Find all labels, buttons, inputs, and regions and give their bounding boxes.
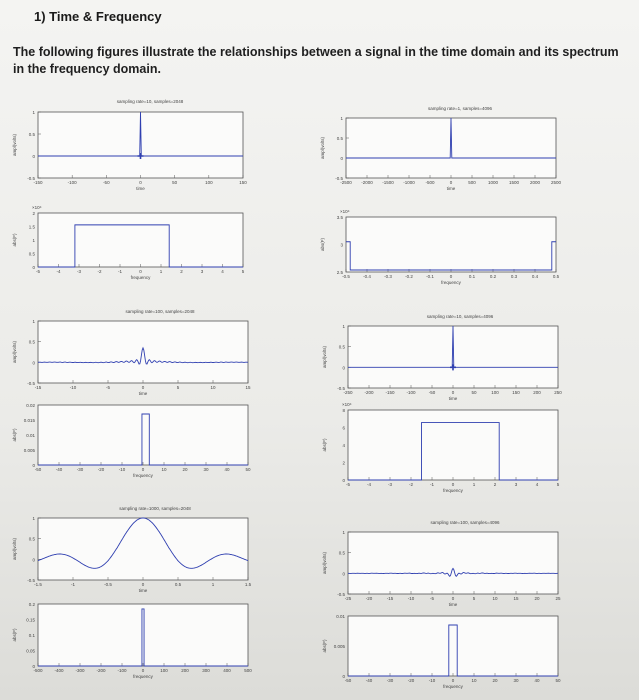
freq-xtick-label: 1 [159,269,163,274]
freq-xtick-label: 40 [534,678,540,683]
time-ylabel: ampl(volts) [322,551,327,575]
freq-ytick-label: 6 [342,425,345,431]
freq-xtick-label: -4 [56,269,61,274]
time-xtick-label: -15 [386,596,394,601]
time-ytick-label: 0.5 [338,344,345,350]
time-xtick-label: 0.5 [174,582,182,587]
freq-xtick-label: -4 [366,482,372,487]
freq-xtick-label: -200 [96,668,106,673]
freq-ytick-label: 1 [32,238,35,243]
time-ytick-label: 0 [32,360,35,366]
freq-ytick-label: 0 [32,463,35,468]
time-ytick-label: 1 [32,110,35,115]
freq-xtick-label: 20 [492,678,498,683]
freq-xtick-label: 0.1 [468,274,476,279]
time-plot-frame [38,321,248,383]
time-xtick-label: 0 [449,180,453,185]
freq-ytick-label: 0.05 [26,648,35,654]
time-xtick-label: -100 [67,180,77,185]
time-ytick-label: -0.5 [27,578,35,583]
time-xtick-label: -25 [344,596,352,601]
time-xtick-label: 50 [172,180,178,185]
freq-xtick-label: 4 [535,482,539,487]
time-ytick-label: 0 [342,365,345,371]
freq-xtick-label: -3 [387,482,393,487]
freq-xlabel: frequency [133,674,153,679]
time-plot [12,516,252,593]
freq-xtick-label: 500 [244,668,252,673]
time-xtick-label: -150 [33,180,43,185]
freq-ytick-label: 2 [342,460,345,466]
time-plot [12,319,251,396]
time-xtick-label: 2500 [550,180,562,185]
freq-xtick-label: 300 [202,668,210,673]
figure-title: sampling rate=100, samples=2048 [125,309,195,314]
time-xtick-label: 0 [141,582,145,587]
time-xtick-label: -500 [425,180,435,185]
time-xtick-label: 5 [176,385,180,390]
freq-ylabel: abs(F) [322,639,327,653]
freq-xtick-label: -3 [76,269,82,274]
time-plot [322,324,562,401]
freq-plot-frame [346,217,556,272]
freq-xlabel: frequency [443,684,463,689]
time-xtick-label: -150 [385,390,395,395]
freq-xtick-label: 20 [182,467,188,472]
figure-title: sampling rate=10, samples=4096 [426,314,494,319]
time-xtick-label: 250 [554,390,562,395]
figure-title: sampling rate=10, samples=2048 [116,99,184,104]
time-xtick-label: 0 [141,385,145,390]
time-xtick-label: 100 [491,390,499,395]
time-xtick-label: -1500 [382,180,394,185]
time-plot-frame [348,532,558,594]
freq-xtick-label: 0 [451,482,455,487]
freq-plot [322,402,560,493]
freq-xtick-label: -1 [429,482,435,487]
freq-ytick-label: 0 [32,664,35,669]
freq-xlabel: frequency [130,275,151,280]
freq-xtick-label: -300 [75,668,85,673]
freq-ytick-label: 2 [32,211,35,216]
freq-xtick-label: -5 [35,269,41,274]
freq-xtick-label: 30 [203,467,209,472]
freq-ytick-label: 0.01 [26,433,35,438]
time-xtick-label: -1000 [403,180,415,185]
time-xtick-label: -10 [69,385,77,390]
freq-xtick-label: 40 [224,467,230,472]
freq-ytick-label: 3 [340,242,343,248]
time-xtick-label: 1 [211,582,215,587]
time-ylabel: ampl(volts) [12,340,17,364]
freq-plot [320,209,560,285]
time-ylabel: ampl(volts) [320,136,325,160]
figure-title: sampling rate=1000, samples=2048 [119,506,191,511]
time-xtick-label: 10 [492,596,498,601]
freq-multiplier: ×10⁴ [32,205,42,210]
freq-xtick-label: -0.4 [363,274,371,279]
freq-xtick-label: 0.5 [552,274,560,279]
freq-xtick-label: 1 [472,482,476,487]
time-ylabel: ampl(volts) [12,537,17,561]
figure-fig5 [12,506,252,679]
time-ytick-label: -0.5 [337,386,345,391]
freq-plot [322,614,561,689]
freq-xtick-label: -0.3 [384,274,392,279]
freq-xtick-label: 50 [245,467,251,472]
freq-ylabel: abs(F) [12,628,17,642]
time-ytick-label: 0.5 [338,550,345,556]
freq-ytick-label: 0.2 [28,602,35,607]
time-ytick-label: -0.5 [27,381,35,386]
freq-ylabel: abs(F) [320,237,325,252]
figure-fig2 [320,106,562,285]
time-ytick-label: 0 [32,154,35,159]
freq-ytick-label: 4 [342,443,345,448]
time-xlabel: time [446,186,456,191]
time-plot-frame [38,518,248,580]
freq-xtick-label: -500 [33,668,43,673]
time-xtick-label: -1 [70,582,76,587]
freq-xtick-label: -2 [408,482,414,487]
freq-xtick-label: 0 [451,678,455,683]
time-xtick-label: -15 [34,385,42,390]
time-xtick-label: -20 [365,596,373,601]
freq-xtick-label: 4 [221,269,224,274]
time-xtick-label: -100 [406,390,416,395]
time-xlabel: time [448,602,458,607]
freq-xtick-label: 30 [513,678,519,683]
time-xtick-label: -2500 [340,180,352,185]
time-xtick-label: 150 [512,390,520,395]
freq-xtick-label: 50 [555,678,561,683]
time-xtick-label: -0.5 [104,582,112,587]
time-xlabel: time [136,186,145,191]
time-xtick-label: -200 [364,390,374,395]
freq-plot-frame [38,213,243,267]
time-ytick-label: 1 [32,319,35,324]
time-xtick-label: 100 [205,180,213,185]
freq-multiplier: ×10⁴ [342,402,352,407]
time-ytick-label: 1 [340,116,343,121]
freq-xtick-label: -0.2 [405,274,413,279]
time-ytick-label: 0.5 [28,536,35,542]
freq-xtick-label: -2 [97,269,102,274]
freq-xtick-label: 0.3 [510,274,518,279]
time-xtick-label: -50 [103,180,110,185]
figure-title: sampling rate=100, samples=4096 [430,520,500,525]
freq-ytick-label: 0.1 [28,633,35,638]
freq-xtick-label: -50 [34,467,42,472]
freq-ytick-label: 0.015 [23,418,35,423]
time-ytick-label: 0 [340,156,343,161]
time-xtick-label: -10 [407,596,415,601]
freq-xtick-label: 0 [141,467,145,472]
freq-xtick-label: -40 [365,678,373,683]
freq-xtick-label: -1 [117,269,123,274]
time-xtick-label: 50 [471,390,477,395]
freq-xtick-label: 200 [181,668,189,673]
time-ytick-label: -0.5 [27,176,35,181]
time-ytick-label: 0.5 [336,136,343,141]
freq-ytick-label: 0.005 [23,448,35,453]
freq-xtick-label: 3 [200,269,204,274]
freq-xtick-label: -5 [345,482,351,487]
freq-ytick-label: 0 [342,478,345,483]
time-xtick-label: 2000 [529,180,541,185]
freq-xtick-label: -30 [76,467,84,472]
freq-xtick-label: 5 [241,269,245,274]
time-xtick-label: 25 [555,596,561,601]
time-ytick-label: 1 [342,530,345,535]
time-plot [12,110,247,191]
freq-xtick-label: 0 [141,668,145,673]
figure-fig4 [322,314,562,493]
freq-xlabel: frequency [441,280,461,285]
freq-plot [12,403,251,478]
freq-xlabel: frequency [133,473,153,478]
figure-title: sampling rate=1, samples=4096 [427,106,493,111]
freq-xtick-label: 0 [139,269,142,274]
time-xtick-label: 0 [451,596,455,601]
freq-plot-frame [38,604,248,666]
time-xtick-label: 1000 [487,180,499,185]
freq-ytick-label: 0.005 [333,644,345,649]
freq-ytick-label: 3.5 [336,215,343,220]
time-xtick-label: -2000 [361,180,373,185]
freq-multiplier: ×10⁴ [340,209,350,214]
time-xtick-label: 1500 [508,180,520,185]
time-xlabel: time [138,391,148,396]
freq-xtick-label: 2 [493,482,497,487]
freq-plot [12,602,252,679]
time-xtick-label: -50 [428,390,436,395]
time-xtick-label: -5 [429,596,435,601]
time-ytick-label: 0 [342,571,345,577]
time-xtick-label: 10 [210,385,216,390]
freq-xtick-label: -0.5 [342,274,350,279]
figure-fig6 [322,520,561,689]
intro-paragraph: The following figures illustrate the relationships between a signal in the time domain and its spectrum in the frequency domain. [13,45,619,76]
time-xtick-label: 20 [534,596,540,601]
freq-ytick-label: 0.15 [26,617,35,623]
freq-xtick-label: -400 [54,668,64,673]
time-xtick-label: 200 [533,390,541,395]
time-ytick-label: -0.5 [337,592,345,597]
freq-ylabel: abs(F) [12,428,17,442]
time-ytick-label: 0 [32,557,35,563]
time-xtick-label: 15 [513,596,519,601]
freq-xtick-label: 100 [160,668,168,673]
freq-plot-frame [348,410,558,480]
freq-xtick-label: 400 [223,668,231,673]
time-xlabel: time [138,588,148,593]
freq-ytick-label: 0.02 [26,403,35,408]
time-ylabel: ampl(volts) [12,133,17,157]
freq-xtick-label: 10 [161,467,167,472]
time-ylabel: ampl(volts) [322,345,327,369]
time-xtick-label: 5 [472,596,476,601]
time-plot [320,116,562,191]
freq-xtick-label: -50 [344,678,352,683]
section-heading: 1) Time & Frequency [34,9,162,24]
freq-ytick-label: 8 [342,408,345,413]
freq-ylabel: abs(F) [12,233,17,247]
freq-xtick-label: 10 [471,678,477,683]
time-xtick-label: 15 [245,385,251,390]
time-xtick-label: 1.5 [244,582,252,587]
freq-xtick-label: -20 [407,678,415,683]
freq-ytick-label: 0 [32,265,35,270]
figure-fig1 [12,99,247,280]
freq-plot [12,205,245,280]
time-plot [322,530,561,607]
freq-xtick-label: 5 [556,482,560,487]
freq-xtick-label: 0 [449,274,453,279]
freq-ytick-label: 2.5 [336,270,343,275]
time-ytick-label: -0.5 [335,176,343,181]
freq-xtick-label: 3 [514,482,518,487]
freq-xtick-label: 0.2 [489,274,497,279]
freq-xtick-label: -0.1 [426,274,434,279]
time-xtick-label: 500 [468,180,476,185]
freq-ytick-label: 0.5 [28,251,35,257]
time-xtick-label: 0 [139,180,142,185]
freq-xtick-label: -10 [428,678,436,683]
freq-xtick-label: -100 [117,668,127,673]
freq-ylabel: abs(F) [322,438,327,452]
freq-ytick-label: 0.01 [336,614,345,619]
freq-xtick-label: 0.4 [531,274,539,279]
freq-xtick-label: -40 [55,467,63,472]
time-xtick-label: 150 [239,180,247,185]
time-ytick-label: 0.5 [28,132,35,137]
freq-xtick-label: -10 [118,467,126,472]
freq-xtick-label: -20 [97,467,105,472]
freq-xtick-label: -30 [386,678,394,683]
freq-ytick-label: 0 [342,674,345,679]
freq-xlabel: frequency [443,488,463,493]
freq-xtick-label: 2 [180,269,183,274]
freq-ytick-label: 1.5 [28,224,35,230]
time-ytick-label: 1 [32,516,35,521]
time-xtick-label: 0 [451,390,455,395]
time-ytick-label: 1 [342,324,345,329]
time-ytick-label: 0.5 [28,339,35,345]
time-xtick-label: -1.5 [34,582,42,587]
figure-fig3 [12,309,251,478]
time-xtick-label: -5 [105,385,111,390]
time-xtick-label: -250 [343,390,353,395]
time-xlabel: time [448,396,458,401]
